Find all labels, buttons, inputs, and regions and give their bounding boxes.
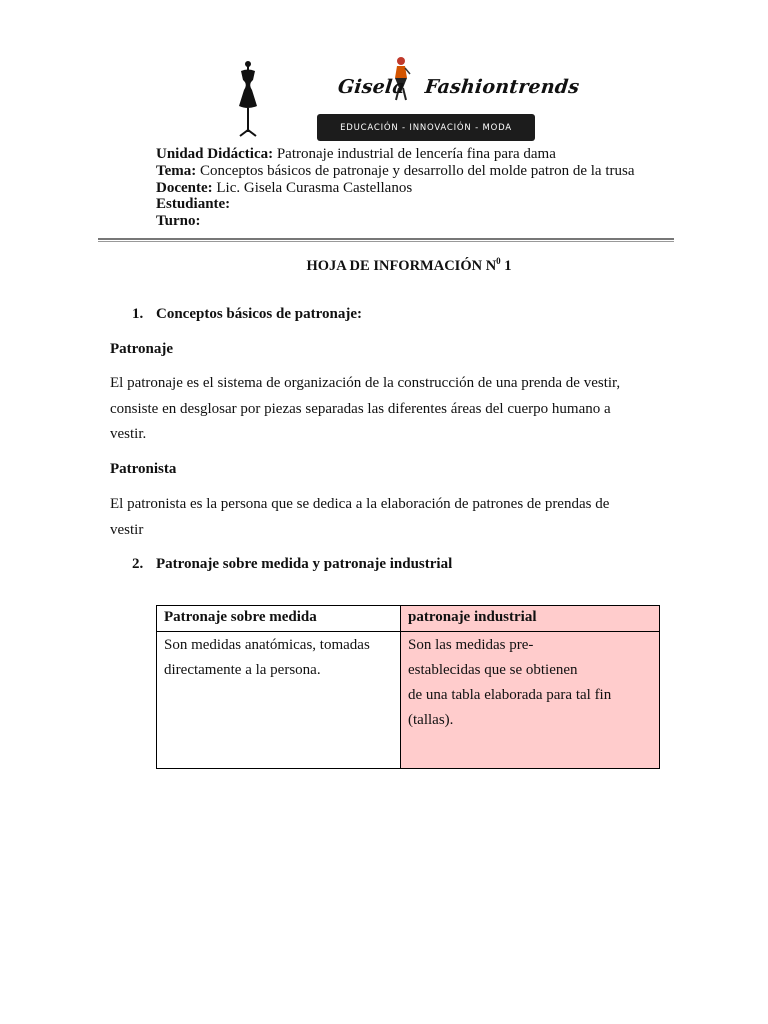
estudiante-label: Estudiante: bbox=[156, 196, 231, 213]
patronaje-heading: Patronaje bbox=[110, 341, 174, 357]
sheet-title-number: 1 bbox=[500, 257, 512, 274]
patronista-heading: Patronista bbox=[110, 461, 177, 477]
paragraph-line: El patronista es la persona que se dedica a la elaboración de patrones de prendas de bbox=[110, 496, 610, 512]
section-2-title: Patronaje sobre medida y patronaje industrial bbox=[156, 556, 453, 572]
cell-line: directamente a la persona. bbox=[164, 662, 321, 678]
document-header-info bbox=[156, 146, 634, 230]
brand-first: Gisela bbox=[336, 76, 407, 98]
paragraph-line: vestir. bbox=[110, 426, 147, 442]
patronaje-paragraph bbox=[110, 371, 650, 448]
sheet-title bbox=[0, 256, 768, 275]
table-cell-industrial bbox=[401, 633, 659, 733]
brand-logo-text bbox=[337, 76, 581, 98]
tema-value: Conceptos básicos de patronaje y desarrollo del molde patron de la trusa bbox=[196, 162, 635, 179]
table-header-medida: Patronaje sobre medida bbox=[157, 606, 400, 632]
paragraph-line: vestir bbox=[110, 521, 144, 538]
comparison-table bbox=[156, 605, 660, 769]
estudiante-row bbox=[156, 196, 634, 213]
docente-label: Docente: bbox=[156, 179, 213, 196]
cell-line: Son medidas anatómicas, tomadas bbox=[164, 637, 370, 653]
cell-line: de una tabla elaborada para tal fin bbox=[408, 687, 612, 703]
brand-second: Fashiontrends bbox=[423, 76, 581, 98]
sheet-title-main: HOJA DE INFORMACIÓN N bbox=[306, 257, 497, 274]
turno-row bbox=[156, 213, 634, 230]
docente-value: Lic. Gisela Curasma Castellanos bbox=[212, 179, 413, 196]
section-2-number: 2. bbox=[132, 556, 144, 572]
cell-line: establecidas que se obtienen bbox=[408, 662, 578, 678]
table-header-industrial: patronaje industrial bbox=[401, 606, 659, 632]
cell-line: Son las medidas pre- bbox=[408, 637, 534, 653]
cell-line: (tallas). bbox=[408, 712, 454, 728]
docente-row bbox=[156, 180, 634, 197]
unidad-label: Unidad Didáctica: bbox=[156, 146, 274, 162]
section-2-heading bbox=[132, 556, 452, 573]
brand-tagline: EDUCACIÓN - INNOVACIÓN - MODA bbox=[317, 114, 535, 141]
table-cell-medida bbox=[157, 633, 400, 683]
unidad-row bbox=[156, 146, 634, 163]
section-1-title: Conceptos básicos de patronaje: bbox=[156, 306, 362, 322]
paragraph-line: consiste en desglosar por piezas separadas las diferentes áreas del cuerpo humano a bbox=[110, 400, 611, 417]
paragraph-line: El patronaje es el sistema de organización de la construcción de una prenda de vestir, bbox=[110, 375, 621, 391]
unidad-value: Patronaje industrial de lencería fina para dama bbox=[273, 146, 556, 162]
table-column-industrial bbox=[401, 606, 659, 768]
header-divider bbox=[98, 238, 674, 240]
header-divider-thin bbox=[98, 241, 674, 242]
tema-row bbox=[156, 163, 634, 180]
table-column-medida bbox=[157, 606, 401, 768]
sheet-title-sup: 0 bbox=[496, 256, 501, 266]
section-1-heading bbox=[132, 306, 362, 323]
tema-label: Tema: bbox=[156, 162, 197, 179]
patronista-paragraph bbox=[110, 492, 650, 543]
section-1-number: 1. bbox=[132, 306, 144, 322]
turno-label: Turno: bbox=[156, 213, 201, 230]
dress-form-icon bbox=[230, 58, 266, 138]
